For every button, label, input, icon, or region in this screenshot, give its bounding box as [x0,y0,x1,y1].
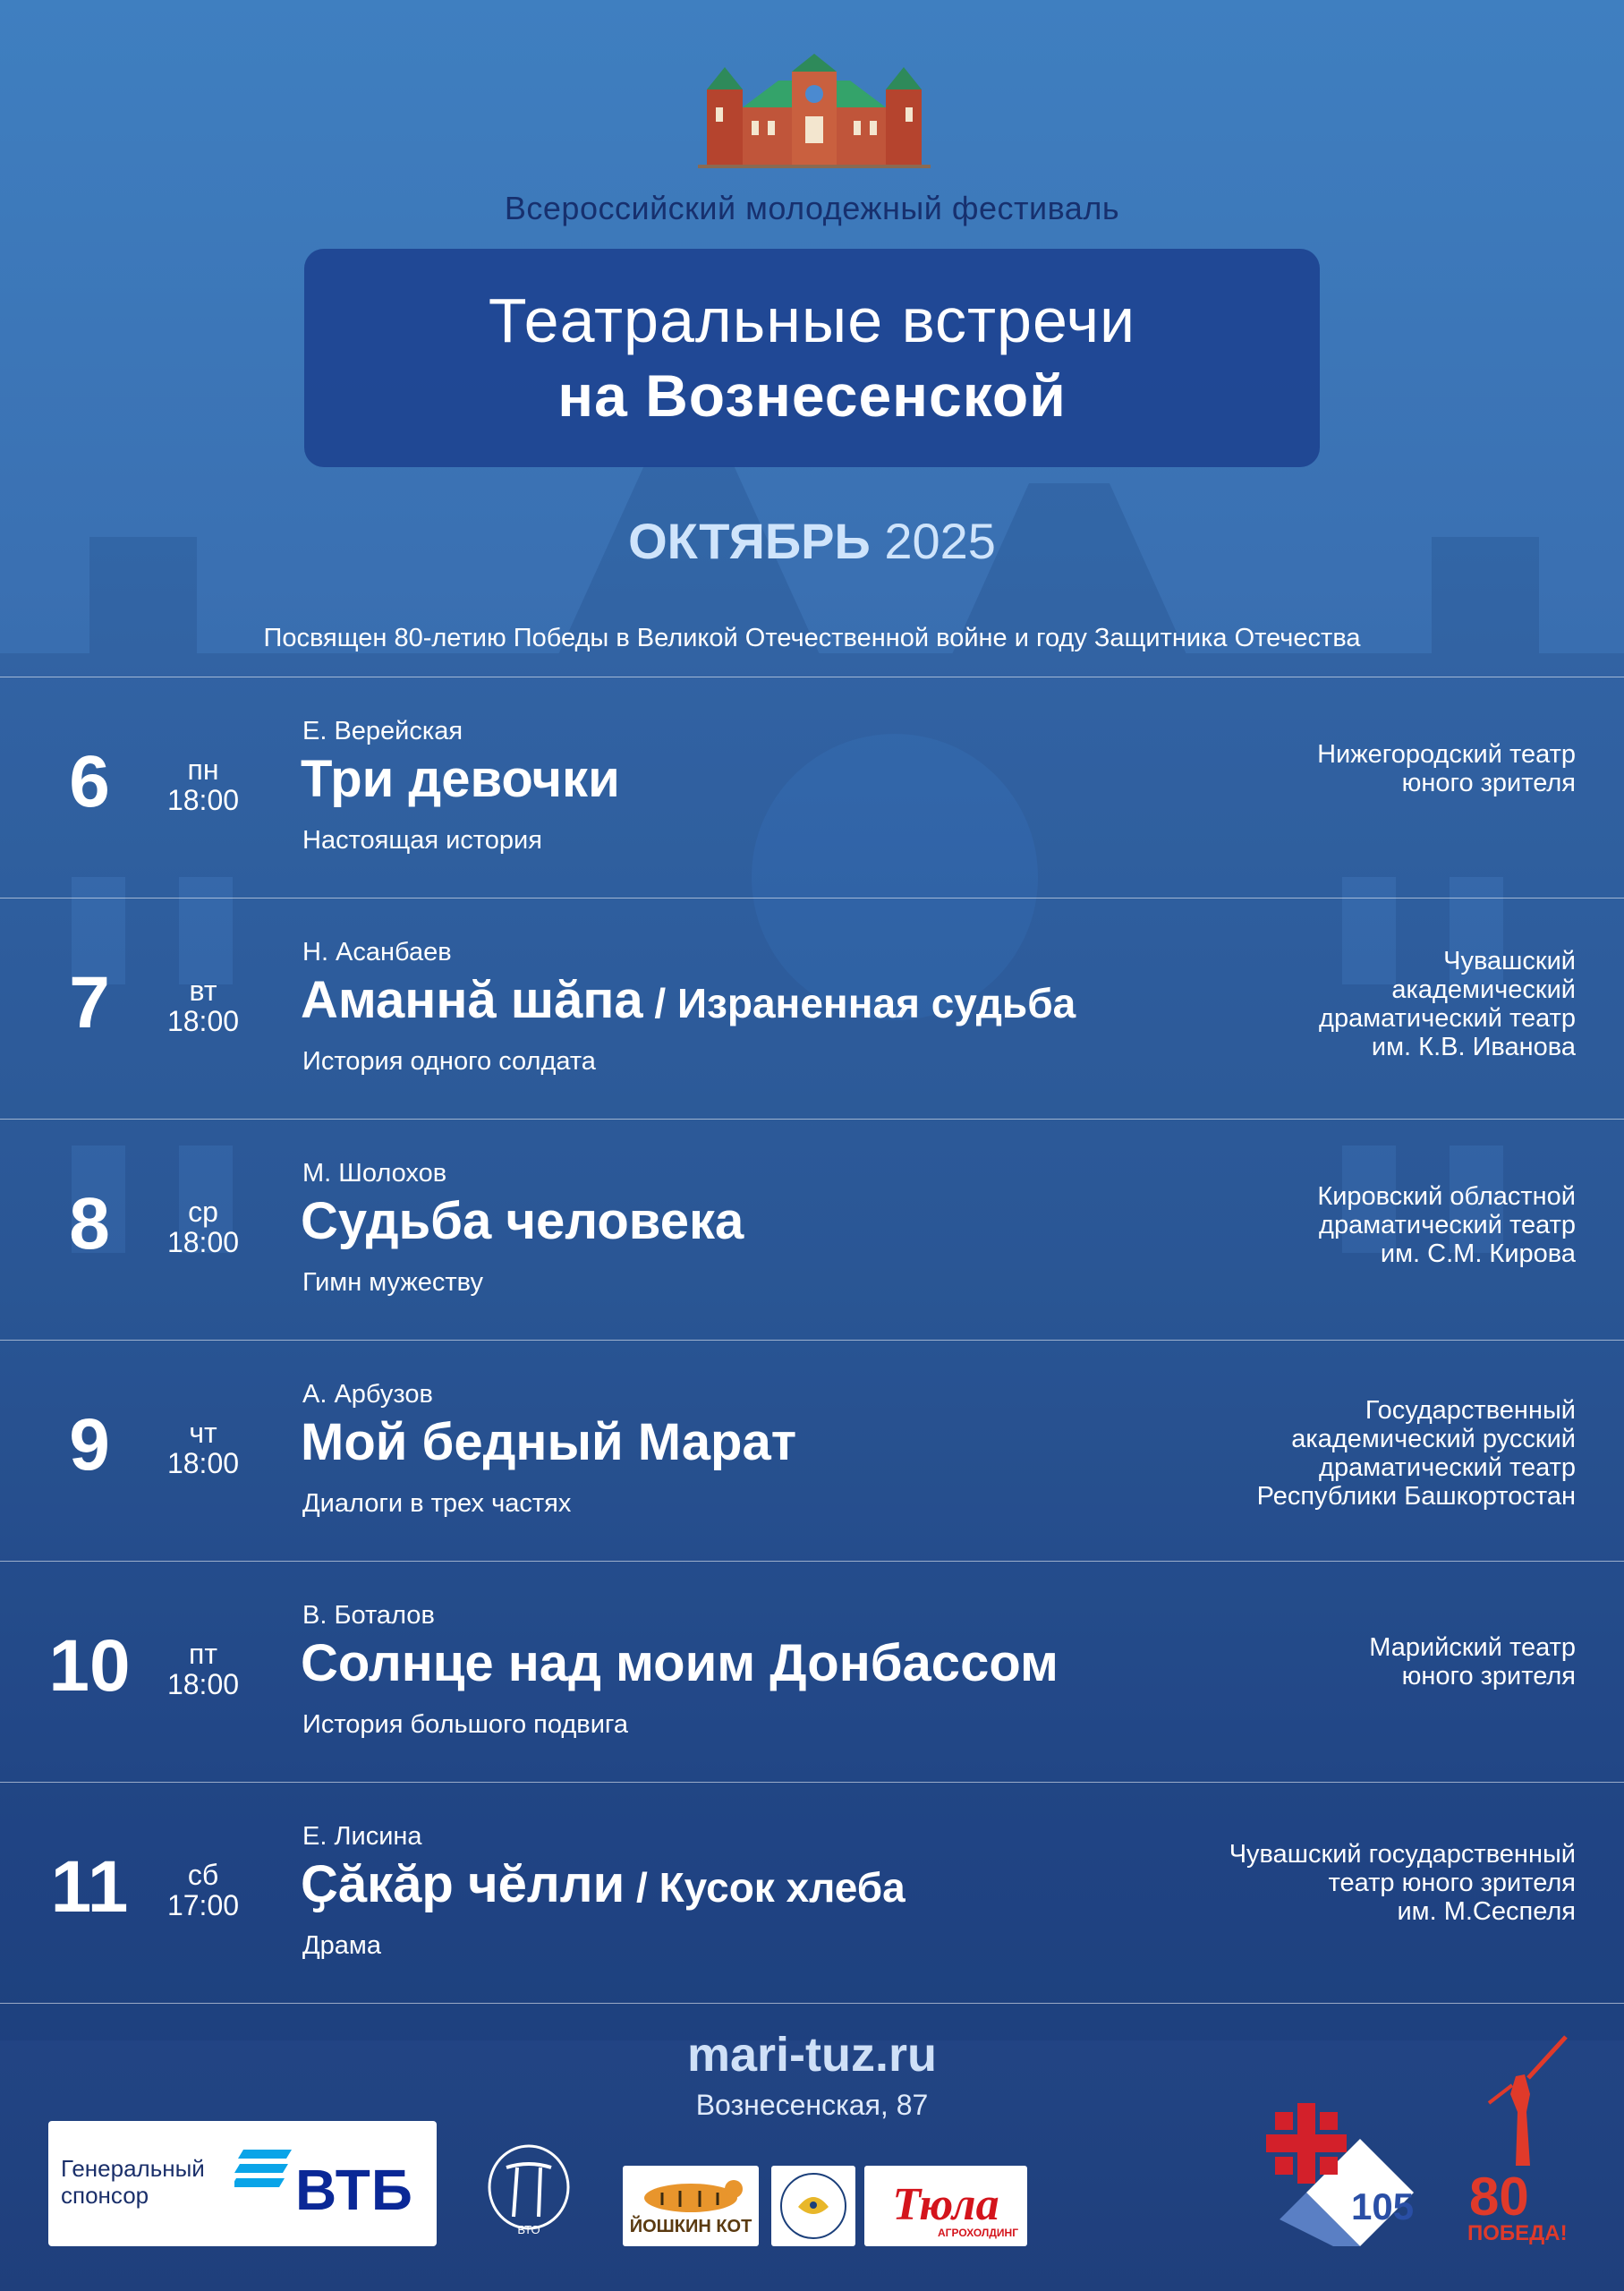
festival-subtitle: Всероссийский молодежный фестиваль [504,190,1120,226]
theatre-line: театр юного зрителя [1328,1869,1576,1897]
event-genre: Гимн мужеству [302,1268,483,1297]
theatre-line: им. К.В. Иванова [1371,1033,1576,1061]
motherland-statue-icon [1453,2031,1587,2175]
event-genre: История большого подвига [302,1710,628,1739]
event-title [301,970,1076,1030]
theatre-line: Чувашский [1443,947,1576,975]
sponsor-label: Генеральный спонсор [61,2155,205,2209]
event-title-main: Ҫӑкӑр чӗлли [301,1855,625,1913]
event-weekday: сб [187,1859,219,1891]
theatre-line: драматический театр [1319,1211,1576,1239]
cat-icon [623,2166,759,2219]
event-genre: История одного солдата [302,1047,596,1076]
event-row [0,1782,1624,2004]
event-title-sub: / Кусок хлеба [625,1864,906,1911]
theatre-line: юного зрителя [1401,769,1576,797]
partner-name: ЙОШКИН КОТ [629,2217,752,2236]
event-author: Н. Асанбаев [302,938,452,967]
event-theatre [1110,1182,1576,1268]
event-row [0,1561,1624,1782]
sponsor-name: ВТБ [295,2158,413,2222]
event-row [0,1340,1624,1561]
theatre-building-logo [698,54,931,170]
theatre-line: Государственный [1365,1396,1576,1425]
theatre-line: Кировский областной [1317,1182,1576,1211]
event-title [301,1412,796,1472]
victory-word: ПОБЕДА! [1467,2221,1568,2245]
theatre-line: Чувашский государственный [1229,1840,1576,1869]
event-author: А. Арбузов [302,1380,433,1409]
tola-agro-logo [864,2166,1027,2246]
event-theatre [1110,740,1576,797]
event-weekday: чт [189,1417,217,1449]
event-weekday-time [150,975,256,1036]
event-day: 8 [69,1183,110,1265]
vto-label: ВТО [517,2223,540,2236]
theatre-line: драматический театр [1319,1004,1576,1033]
event-time: 17:00 [166,1889,240,1921]
victory-80-logo [1453,2031,1587,2255]
partner-name: Тюла [892,2179,999,2230]
mari-el-emblem-icon [1253,2085,1432,2255]
victory-number: 80 [1469,2167,1529,2227]
event-day: 10 [48,1625,131,1707]
event-time: 18:00 [166,784,240,816]
svg-text:105: 105 [1351,2185,1415,2227]
event-theatre [1110,1840,1576,1926]
event-title-sub: / Израненная судьба [642,980,1076,1026]
event-author: М. Шолохов [302,1159,447,1188]
festival-title-line2: на Вознесенской [557,362,1067,429]
theatre-line: драматический театр [1319,1453,1576,1482]
event-row [0,677,1624,898]
theatre-line: академический русский [1291,1425,1576,1453]
event-author: Е. Верейская [302,717,463,745]
month-year [0,512,1624,570]
year-label: 2025 [884,513,996,569]
theatre-line: им. М.Сеспеля [1397,1897,1576,1926]
cheese-icon [771,2166,855,2246]
title-panel [304,249,1320,467]
event-time: 18:00 [166,1447,240,1479]
event-genre: Настоящая история [302,826,542,855]
event-theatre [1110,1396,1576,1511]
event-row [0,1119,1624,1340]
theatre-line: академический [1391,975,1576,1004]
theatre-line: юного зрителя [1401,1662,1576,1691]
event-theatre [1110,1633,1576,1691]
yoshkin-kot-logo [623,2166,759,2246]
event-weekday: ср [188,1196,218,1228]
event-title [301,749,620,809]
event-title [301,1854,906,1914]
theatre-line: Республики Башкортостан [1256,1482,1576,1511]
event-day: 6 [69,741,110,822]
event-weekday: пн [187,754,219,786]
event-author: В. Боталов [302,1601,435,1630]
festival-title-line1: Театральные встречи [488,285,1136,355]
event-weekday: вт [189,975,217,1007]
event-weekday-time [150,1197,256,1257]
partner-sub: АГРОХОЛДИНГ [938,2227,1018,2239]
website-link[interactable]: mari-tuz.ru [686,2028,938,2082]
event-theatre [1110,947,1576,1061]
event-weekday-time [150,1860,256,1921]
sernur-cheese-logo [771,2166,855,2246]
event-genre: Диалоги в трех частях [302,1489,572,1518]
event-title [301,1633,1059,1693]
address-text: Вознесенская, 87 [695,2089,929,2121]
schedule-list [0,677,1624,2004]
theatre-line: им. С.М. Кирова [1380,1239,1576,1268]
event-title-main: Три девочки [301,750,620,808]
event-time: 18:00 [166,1005,240,1037]
dedication-text: Посвящен 80-летию Победы в Великой Отечественной войне и году Защитника Отечества [263,624,1361,652]
event-row [0,898,1624,1119]
event-genre: Драма [302,1931,381,1960]
theatre-line: Нижегородский театр [1317,740,1576,769]
event-title-main: Судьба человека [301,1192,744,1250]
event-time: 18:00 [166,1668,240,1700]
event-weekday-time [150,754,256,815]
month-label: ОКТЯБРЬ [628,513,871,569]
event-day: 9 [69,1404,110,1486]
event-weekday-time [150,1639,256,1699]
event-title [301,1191,744,1251]
event-title-main: Мой бедный Марат [301,1413,797,1471]
event-day: 11 [50,1846,129,1928]
event-time: 18:00 [166,1226,240,1258]
theatre-line: Марийский театр [1369,1633,1576,1662]
event-title-main: Аманнӑ шӑпа [301,971,643,1029]
event-day: 7 [69,962,110,1043]
event-weekday: пт [189,1638,217,1670]
event-author: Е. Лисина [302,1822,422,1851]
event-title-main: Солнце над моим Донбассом [301,1634,1059,1692]
vtb-sponsor-logo [48,2121,437,2246]
vtb-stripes-icon [234,2150,292,2189]
vto-logo-icon [480,2141,578,2239]
event-weekday-time [150,1418,256,1478]
